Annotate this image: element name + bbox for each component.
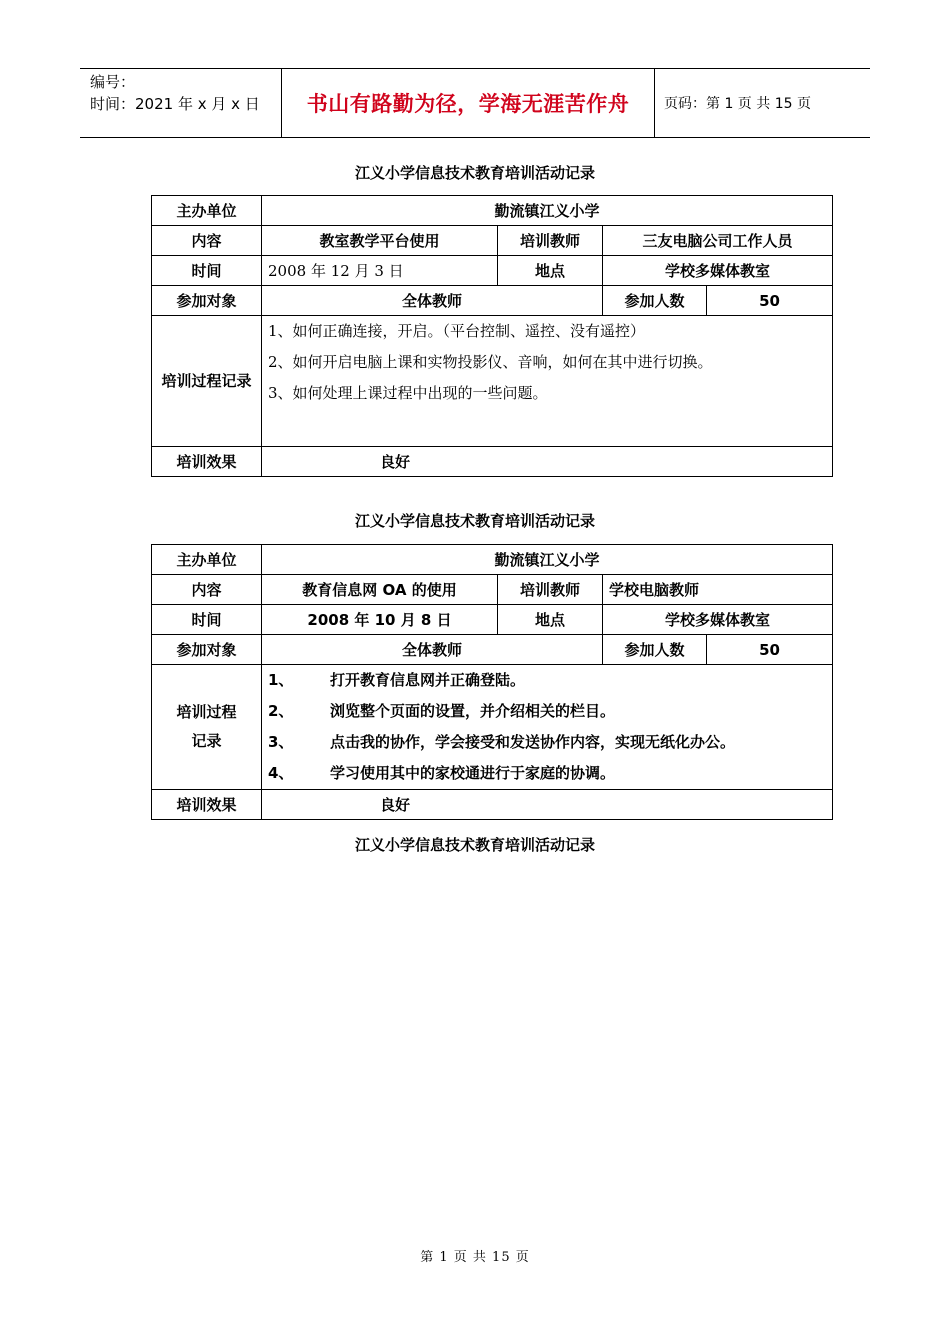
count-label: 参加人数 xyxy=(603,286,707,316)
record-title: 江义小学信息技术教育培训活动记录 xyxy=(354,836,595,854)
host-value: 勤流镇江义小学 xyxy=(262,545,833,575)
process-label xyxy=(152,665,262,790)
process-item-number: 2、 xyxy=(268,702,294,720)
process-item xyxy=(268,696,826,727)
content-value: 教室教学平台使用 xyxy=(262,226,498,256)
place-value: 学校多媒体教室 xyxy=(603,605,833,635)
record-title: 江义小学信息技术教育培训活动记录 xyxy=(354,512,595,530)
process-item: 1、如何正确连接，开启。（平台控制、遥控、没有遥控） xyxy=(268,322,646,340)
content-label: 内容 xyxy=(152,226,262,256)
time-label: 时间 xyxy=(152,256,262,286)
table-row xyxy=(152,196,833,226)
process-list xyxy=(262,316,833,447)
header-meta xyxy=(90,71,260,115)
header-time-label: 时间：2021 年 x 月 x 日 xyxy=(90,95,260,113)
process-label-line: 记录 xyxy=(191,732,222,750)
table-row xyxy=(152,545,833,575)
host-value: 勤流镇江义小学 xyxy=(262,196,833,226)
table-row xyxy=(152,447,833,477)
effect-value: 良好 xyxy=(262,790,833,820)
process-item xyxy=(268,665,826,696)
record-title: 江义小学信息技术教育培训活动记录 xyxy=(354,164,595,182)
process-item-number: 1、 xyxy=(268,671,294,689)
record-table xyxy=(151,195,833,477)
process-list xyxy=(262,665,833,790)
header-number-label: 编号： xyxy=(90,73,136,91)
table-row xyxy=(152,316,833,447)
time-value: 2008 年 10 月 8 日 xyxy=(262,605,498,635)
process-item-text: 浏览整个页面的设置，并介绍相关的栏目。 xyxy=(330,702,616,720)
process-label-line: 培训过程 xyxy=(176,703,237,721)
trainer-value: 三友电脑公司工作人员 xyxy=(603,226,833,256)
page-header xyxy=(80,68,870,138)
process-item xyxy=(268,758,826,789)
audience-label: 参加对象 xyxy=(152,635,262,665)
table-row xyxy=(152,575,833,605)
host-label: 主办单位 xyxy=(152,545,262,575)
header-page-info: 页码：第 1 页 共 15 页 xyxy=(664,96,811,112)
count-value: 50 xyxy=(707,635,833,665)
process-item: 3、如何处理上课过程中出现的一些问题。 xyxy=(268,384,548,402)
header-motto: 书山有路勤为径，学海无涯苦作舟 xyxy=(306,92,630,116)
effect-label: 培训效果 xyxy=(152,447,262,477)
process-item-number: 3、 xyxy=(268,733,294,751)
process-item-number: 4、 xyxy=(268,764,294,782)
process-item xyxy=(268,727,826,758)
page-footer: 第 1 页 共 15 页 xyxy=(420,1250,530,1265)
host-label: 主办单位 xyxy=(152,196,262,226)
effect-label: 培训效果 xyxy=(152,790,262,820)
count-value: 50 xyxy=(707,286,833,316)
audience-value: 全体教师 xyxy=(262,286,603,316)
table-row xyxy=(152,635,833,665)
trainer-label: 培训教师 xyxy=(498,575,603,605)
audience-label: 参加对象 xyxy=(152,286,262,316)
process-item: 2、如何开启电脑上课和实物投影仪、音响，如何在其中进行切换。 xyxy=(268,353,713,371)
table-row xyxy=(152,605,833,635)
place-label: 地点 xyxy=(498,605,603,635)
table-row xyxy=(152,226,833,256)
audience-value: 全体教师 xyxy=(262,635,603,665)
table-row xyxy=(152,665,833,790)
place-label: 地点 xyxy=(498,256,603,286)
place-value: 学校多媒体教室 xyxy=(603,256,833,286)
process-label: 培训过程记录 xyxy=(152,316,262,447)
effect-value: 良好 xyxy=(262,447,833,477)
trainer-value: 学校电脑教师 xyxy=(603,575,833,605)
table-row xyxy=(152,790,833,820)
time-label: 时间 xyxy=(152,605,262,635)
process-item-text: 打开教育信息网并正确登陆。 xyxy=(330,671,526,689)
process-item-text: 学习使用其中的家校通进行于家庭的协调。 xyxy=(330,764,616,782)
trainer-label: 培训教师 xyxy=(498,226,603,256)
content-label: 内容 xyxy=(152,575,262,605)
table-row xyxy=(152,286,833,316)
record-table xyxy=(151,544,833,820)
count-label: 参加人数 xyxy=(603,635,707,665)
table-row xyxy=(152,256,833,286)
time-value: 2008 年 12 月 3 日 xyxy=(262,256,498,286)
content-value: 教育信息网 OA 的使用 xyxy=(262,575,498,605)
process-item-text: 点击我的协作，学会接受和发送协作内容，实现无纸化办公。 xyxy=(330,733,736,751)
header-divider xyxy=(654,69,655,137)
